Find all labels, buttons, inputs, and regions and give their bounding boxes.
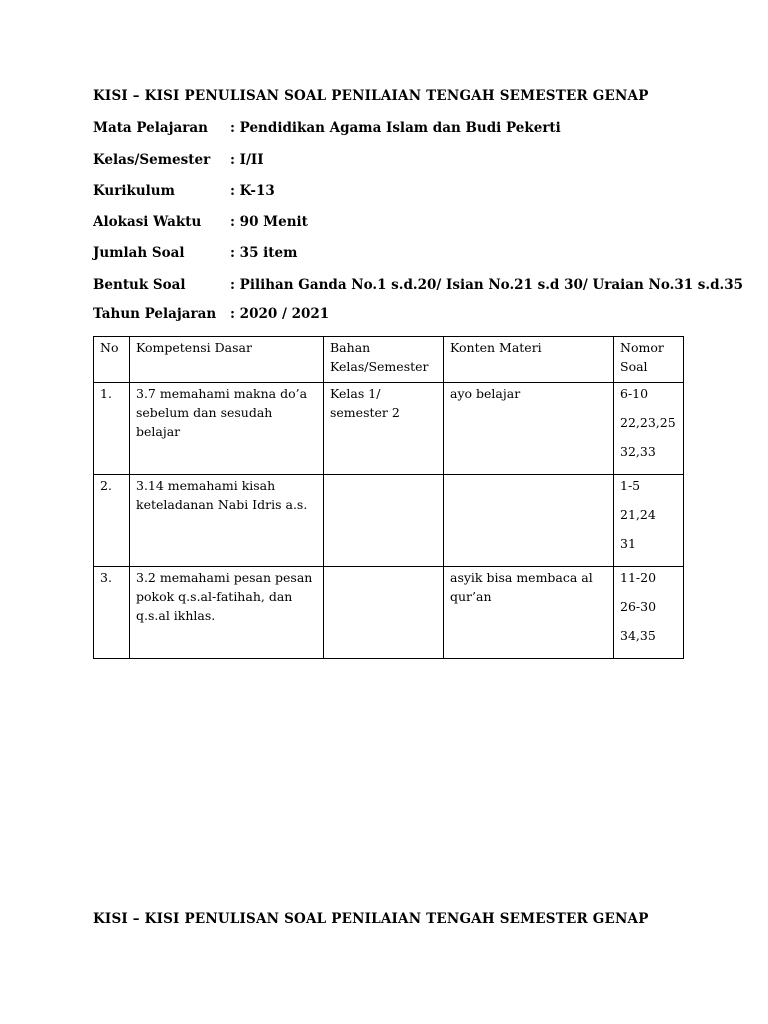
meta-label: Jumlah Soal bbox=[93, 245, 185, 261]
cell-no: 1. bbox=[94, 383, 130, 475]
cell-kompetensi: 3.14 memahami kisah keteladanan Nabi Idris a.s. bbox=[130, 475, 324, 567]
cell-nomor bbox=[614, 567, 684, 659]
cell-bahan: Kelas 1/ semester 2 bbox=[324, 383, 444, 475]
document-title: KISI – KISI PENULISAN SOAL PENILAIAN TENGAH SEMESTER GENAP bbox=[93, 88, 649, 104]
nomor-soal-line: 11-20 bbox=[620, 570, 657, 585]
nomor-soal-line: 31 bbox=[620, 536, 636, 551]
nomor-soal-line: 26-30 bbox=[620, 599, 657, 614]
nomor-soal-line: 6-10 bbox=[620, 386, 649, 401]
table-row bbox=[94, 567, 684, 659]
meta-label: Alokasi Waktu bbox=[93, 214, 202, 230]
header-nomor: Nomor Soal bbox=[614, 337, 684, 383]
meta-value: : I/II bbox=[230, 152, 264, 168]
cell-konten bbox=[444, 475, 614, 567]
nomor-soal-line: 1-5 bbox=[620, 478, 641, 493]
cell-konten: asyik bisa membaca al qur’an bbox=[444, 567, 614, 659]
header-konten: Konten Materi bbox=[444, 337, 614, 383]
table-row bbox=[94, 475, 684, 567]
nomor-soal-line: 32,33 bbox=[620, 444, 656, 459]
nomor-soal-line: 34,35 bbox=[620, 628, 656, 643]
meta-value: : 90 Menit bbox=[230, 214, 308, 230]
cell-konten: ayo belajar bbox=[444, 383, 614, 475]
kisi-table bbox=[93, 336, 684, 659]
header-no: No bbox=[94, 337, 130, 383]
header-kompetensi: Kompetensi Dasar bbox=[130, 337, 324, 383]
meta-label: Tahun Pelajaran bbox=[93, 306, 217, 322]
cell-no: 2. bbox=[94, 475, 130, 567]
cell-nomor bbox=[614, 383, 684, 475]
nomor-soal-line: 22,23,25 bbox=[620, 415, 676, 430]
nomor-soal-line: 21,24 bbox=[620, 507, 656, 522]
meta-value: : Pendidikan Agama Islam dan Budi Pekerti bbox=[230, 120, 561, 136]
meta-label: Kelas/Semester bbox=[93, 152, 211, 168]
meta-label: Bentuk Soal bbox=[93, 277, 186, 293]
meta-value: : 2020 / 2021 bbox=[230, 306, 330, 322]
meta-label: Mata Pelajaran bbox=[93, 120, 208, 136]
cell-nomor bbox=[614, 475, 684, 567]
cell-kompetensi: 3.2 memahami pesan pesan pokok q.s.al-fatihah, dan q.s.al ikhlas. bbox=[130, 567, 324, 659]
header-bahan: Bahan Kelas/Semester bbox=[324, 337, 444, 383]
cell-no: 3. bbox=[94, 567, 130, 659]
meta-value: : 35 item bbox=[230, 245, 298, 261]
meta-value: : K-13 bbox=[230, 183, 275, 199]
cell-bahan bbox=[324, 475, 444, 567]
cell-kompetensi: 3.7 memahami makna do’a sebelum dan sesudah belajar bbox=[130, 383, 324, 475]
meta-label: Kurikulum bbox=[93, 183, 175, 199]
repeated-document-title: KISI – KISI PENULISAN SOAL PENILAIAN TENGAH SEMESTER GENAP bbox=[93, 911, 649, 927]
cell-bahan bbox=[324, 567, 444, 659]
table-header-row bbox=[94, 337, 684, 383]
table-row bbox=[94, 383, 684, 475]
meta-value: : Pilihan Ganda No.1 s.d.20/ Isian No.21 s.d 30/ Uraian No.31 s.d.35 bbox=[230, 277, 744, 293]
